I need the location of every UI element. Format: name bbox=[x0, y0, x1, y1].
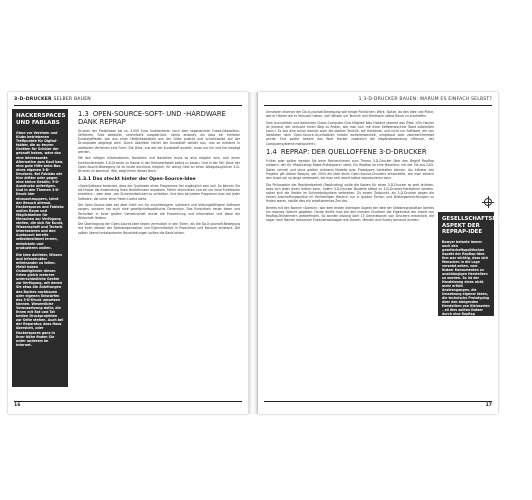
body-paragraph: Die Übertragung der Open-Source-Idee liegen vermutlich in den 50ern, als die Do-it-yourself-Bewegung mit ihren idealen der Selbstorganisation und Eigeninitiative in Produktion und Konsum entstand. Die später überall entstandenen Bauanleitungen sollten die Basis bilden. bbox=[78, 222, 240, 235]
header-title-light: SELBER BAUEN bbox=[53, 97, 91, 102]
right-main-column bbox=[266, 110, 434, 225]
section-title: REPRAP: DER QUELLOFFENE 3-D-DRUCKER bbox=[280, 148, 427, 157]
body-paragraph: Bereits mit den Namen »Darwin«, war dem ersten wichtigen Aspekt der Idee der Selbstreproduktion bereits ein eigenes Gesicht gegeben. Heute dürfte man bei den meisten Druckern die Ergebnisse der Arbeit von RepRap-Teilnehmern wiederfinden. So wurden bislang über 15 Generationen von Druckern entwickelt, die sogar nach Namen bekannter Evolutionsbiologen wie Darwin, Mendel und Huxley benannt wurden. bbox=[266, 205, 434, 223]
body-paragraph: Früher oder später werden Sie beim Recherchieren zum Thema 3-D-Drucker über den Begriff RepRap stolpern, der für »Replicating Rapid-Prototypers« steht. Ein RepRap ist eine Maschine, mit der Sie aus CAD-Daten schnell und ohne großen Aufwand Modelle bzw. Prototypen herstellen können. Als Initiator des Projekts gilt Adrian Bowyer, der 2004 die Idee eines Open-Source-Druckers entwickelte, wie man einfach den Ausdruck so lange verbessert, bis man sich damit selbst reproduzieren kann. bbox=[266, 159, 434, 180]
section-heading bbox=[266, 148, 434, 156]
body-paragraph: Vom Journalisten und bekannter Chaos-Computer-Club Mitglied Wau Holland stammt das Zitat: »Ein Hacker ist jemand, der versucht einen Weg zu finden, wie man sich mit einer Kaffeemaschine Toast zubereiten kann.« Es war also schon damals auch die starken Technik, die Hardware, und nicht nur Software, die von Idealisten nach Open-Source-Grundsätzen kreativ weiterentwickelt, umgebaut oder zweckentfremdet wurde. Erst später bekam das Wort Hacker zusätzlich die Negativbedeutung »Mensch, der Computersysteme manipuliert«. bbox=[266, 120, 434, 146]
header-rule bbox=[264, 105, 492, 106]
section-number: 1.3 bbox=[78, 110, 89, 118]
header-rule bbox=[14, 105, 242, 106]
book-gutter bbox=[248, 92, 258, 414]
header-title-bold: 3-D-DRUCKER bbox=[14, 97, 52, 102]
body-paragraph: »OpenSoftware bedeutet, dass der Quellcode eines Programms frei zugänglich sein soll. So können Sie als Nutzer die Anwendung Ihren Bedürfnissen anpassen, Fehler eliminieren und sie um neue Funktionen erweitern – oder aber, von Sicherheitslücken zu schließen. Und dies bei jedem Programm bzw. bei jeder Software, die unter einer freien Lizenz steht. bbox=[78, 184, 240, 201]
left-main-column bbox=[78, 110, 240, 237]
body-paragraph: Drucker der Preisklasse bis ca. 3.000 Euro funktionieren nach dem sogenannten Fused-Deposition-Verfahren. Dies bedeutet, vereinfacht ausgedrückt, nichts anderes, als dass ein erhitzter Kunststofffaden wie aus einer Heißklebepistole aus der Düse austritt und schichtweise auf der Druckplatte abgelegt wird. Durch Abkühlen härtet der Kunststoff wieder aus, und so entsteht in additivem Verfahren eine Form. Die Düse, aus der der Kunststoff austritt, muss nur hin und her bewegt werden. bbox=[78, 129, 240, 154]
sidebar-paragraph: Ohne vor Vereinen und Klubs betriebenen Treffpunkte für Digital-fabber, die zu teuren Geräten für Schüler der gekauft haben, wäre das eine interessante Alternative zum Kauf bzw. eine gute Hilfe beim Bau eines eigenen 3-D-Druckers. Bei Fablabs wie hier dritter oder gegen eine kleine Gebühr, 3-D-Ausdrucke anfertigen. Und in den Themen 3-D-Druck hier einzuschnuppern, lohnt der Besuch allemal. Hackerspaces und Fablabs wollen Raum und Möglichkeiten für Menschen zur Verfügung stellen, die sich für Kunst, Wissenschaft und Technik interessieren und den Austausch bereits selbstbestimmt lernen, entwickeln und produzieren wollen. bbox=[16, 131, 64, 250]
registration-mark-icon bbox=[482, 196, 494, 208]
body-paragraph: Umsetzen diverser der Do-it-yourself-Bewegung wie einige Pünktchen: Werk, Spitze, da den Idee und Pläne, wie er Häcker die er Versucht haben, sich Wissen um Technik und Elektronik selbst Raum zu erschaffen. bbox=[266, 110, 434, 119]
running-header-left bbox=[14, 97, 242, 106]
subsection-heading: 1.3.1 Das steckt hinter der Open-Source-Idee bbox=[78, 177, 196, 183]
hackerspaces-sidebar bbox=[12, 109, 68, 387]
page-number-left: 16 bbox=[14, 403, 21, 408]
footer-rule bbox=[14, 401, 242, 402]
side-box-title: GESELLSCHAFTSPOLITISCHER ASPEKT DER REPRAP-IDEE bbox=[442, 216, 532, 236]
section-heading bbox=[78, 110, 240, 126]
body-paragraph: Mit den nötigen Informationen, Bauteilen und Bauteilen muss es also möglich sein, sich einen funktionierenden 3-D-Drucker zu Hause in der Heimwerkstatt selbst zu bauen. Und in der Tat! Dank der Open-Source-Bewegung ist es heute durchaus möglich, für wenig Geld an einen alltagstauglichen 3-D-Drucker zu kommen. Wie, zeigt Ihnen dieses Buch. bbox=[78, 156, 240, 173]
running-header-right bbox=[264, 97, 492, 106]
body-paragraph: Die Open-Source-Idee soll aber nicht nur für zuverlässigere, sicherere und leistungsfähigere Software sorgen, sondern hat auch eine gesellschaftspolitische Dimension. Das Entwickeln neuer Ideen und Techniken in einer großen Gemeinschaft wurde die Entwicklung und Information und diese die Wirtschaft fördern. bbox=[78, 203, 240, 220]
footer-rule bbox=[264, 401, 492, 402]
right-page bbox=[258, 92, 532, 414]
reprap-sidebar-box bbox=[438, 212, 532, 320]
section-title: OPEN-SOURCE-SOFT- UND -HARDWARE DANK REPRAP bbox=[78, 110, 226, 126]
side-box-text: Bowyer betonte immer auch den gesellschaftspolitischen Aspekt der RepRap-Idee. Ihm war wichtig, dass sich Menschen in die Lage versetzt sehen, vom Nutzer Konsumenten zu unabhängigen Herstellern zu werden. So ist der Handelsweg eines nicht mehr erfüllt Anstrengungen, die Umsetzung eigener Ideen, die technische Prototyping über den steigenden Herstellern von Kleinserien – all dies sollten Nutzer durch eine RepRap realisieren können. bbox=[442, 239, 490, 320]
sidebar-paragraph: Die Idee dahinter, Wissen und Infrastruktur miteinander zu teilen. Meist haben Clubmitglieder diesen Orten gleich mehrere unterschiedliche Geräte zur Verfügung, mit denen Sie etwa die Anleitungen des Buches nachbauen oder eigenen Entwürfen des 3-D-Druck umsetzen können. Wesentliche Voraussetzung dafür, die Ihnen mit Rat und Tat beiden Druckprojekten zur Seite stehen. Auch bei der Reparatur, dass Haus übersicht, oder Hackerspaces ganz in Ihrer Nähe finden Sie unter anderem im Internet. bbox=[16, 252, 64, 347]
left-page bbox=[8, 92, 248, 414]
header-title: 1 3-D-DRUCKER BAUEN: WARUM ES EINFACH SELBST? bbox=[358, 97, 492, 102]
section-number: 1.4 bbox=[266, 148, 277, 157]
sidebar-title: HACKERSPACES UND FABLABS bbox=[16, 113, 66, 126]
body-paragraph: Die Philosophie der Replizierbarkeit (Replicating) sollte die Kosten für einen 3-D-Drucker so weit drücken, dass sich jeder einen leisten kann. Indem 3-D-Drucker Bauteile selbst zu 3-D-Drucker-Herstellern werden, sollen sich die Geräte im Schneeballsystem verbreiten. Zu einem Zeitpunkt, als 3-D-Drucker gegen die hohen Anschaffungspreise im fünfstelligen Bereich nur in großen Firmen und Bildungseinrichtungen zu finden waren, stellte dies ein ambitioniertes Ziel dar. bbox=[266, 182, 434, 204]
page-number-right: 17 bbox=[485, 403, 492, 408]
